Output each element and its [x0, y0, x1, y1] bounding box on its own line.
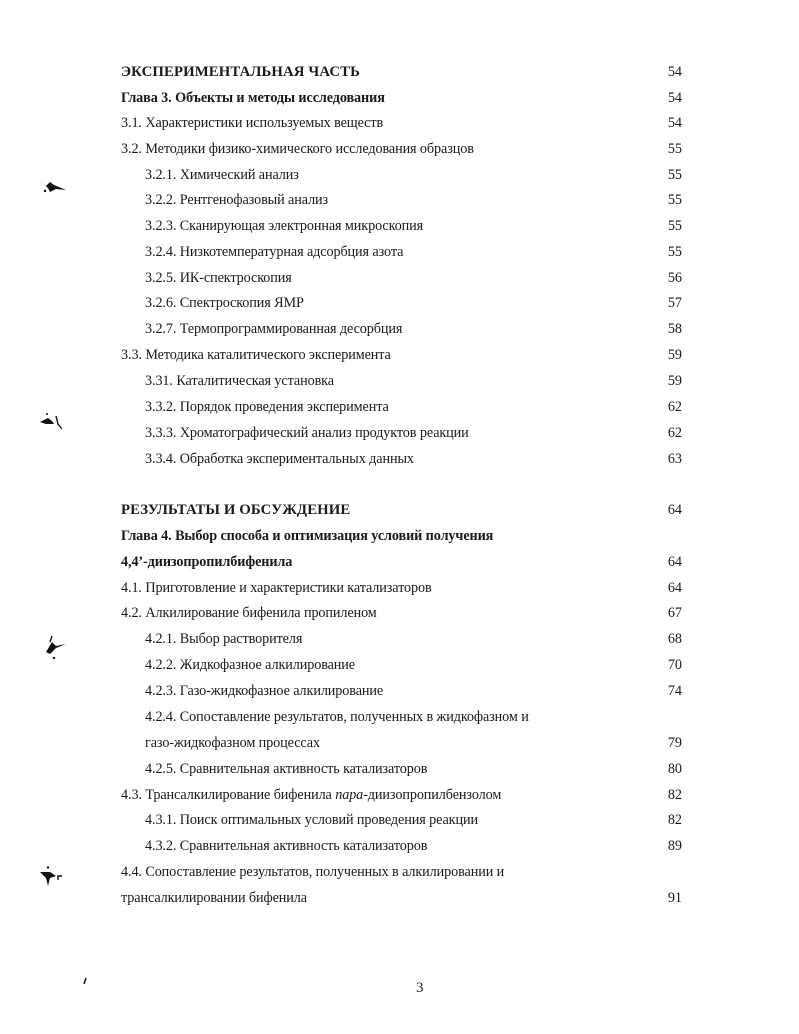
toc-entry-title: 4.4. Сопоставление результатов, полученных в алкилировании и — [121, 864, 505, 880]
toc-entry-title: 3.1. Характеристики используемых веществ — [121, 115, 384, 131]
toc-entry — [0, 680, 799, 702]
toc-entry — [0, 241, 799, 263]
toc-entry — [0, 835, 799, 857]
toc-entry — [0, 164, 799, 186]
toc-entry-page: 64 — [667, 554, 682, 570]
title-italic-text: пара — [335, 787, 364, 803]
toc-entry-title: 4.3.1. Поиск оптимальных условий проведения реакции — [145, 812, 478, 828]
toc-entry-title: 3.2.5. ИК-спектроскопия — [145, 270, 292, 286]
toc-entry-page: 67 — [667, 605, 682, 621]
toc-entry — [0, 499, 799, 521]
toc-entry — [0, 706, 799, 728]
toc-entry — [0, 758, 799, 780]
toc-entry-title: газо-жидкофазном процессах — [145, 735, 320, 751]
toc-entry-title: 4.1. Приготовление и характеристики катализаторов — [121, 580, 432, 596]
title-text: 4.3. Трансалкилирование бифенила — [121, 787, 336, 803]
toc-entry-page: 80 — [667, 761, 682, 777]
toc-entry-title: 4.2.1. Выбор растворителя — [145, 631, 303, 647]
toc-entry-page: 82 — [667, 787, 682, 803]
toc-entry-page: 55 — [667, 192, 682, 208]
toc-entry — [0, 215, 799, 237]
toc-entry — [0, 448, 799, 470]
toc-entry-page: 63 — [667, 451, 682, 467]
toc-entry-page: 54 — [667, 90, 682, 106]
toc-entry-title: РЕЗУЛЬТАТЫ И ОБСУЖДЕНИЕ — [121, 502, 351, 518]
toc-entry-page: 82 — [667, 812, 682, 828]
toc-entry-title: 3.2.4. Низкотемпературная адсорбция азота — [145, 244, 404, 260]
toc-entry — [0, 525, 799, 547]
toc-entry-title: 3.3. Методика каталитического эксперимента — [121, 347, 391, 363]
toc-entry-title: 3.2.3. Сканирующая электронная микроскопия — [145, 218, 424, 234]
toc-entry — [0, 138, 799, 160]
toc-entry — [0, 422, 799, 444]
toc-entry-title: 4.2.3. Газо-жидкофазное алкилирование — [145, 683, 384, 699]
toc-entry-page: 74 — [667, 683, 682, 699]
toc-entry-page: 59 — [667, 373, 682, 389]
toc-entry-page: 64 — [667, 580, 682, 596]
toc-entry-page: 57 — [667, 295, 682, 311]
toc-entry-page: 62 — [667, 399, 682, 415]
toc-entry-page: 55 — [667, 167, 682, 183]
page-number: 3 — [416, 980, 424, 996]
toc-entry-page: 55 — [667, 141, 682, 157]
toc-entry-title: 3.2.6. Спектроскопия ЯМР — [145, 295, 304, 311]
toc-entry-page: 58 — [667, 321, 682, 337]
toc-entry-page: 68 — [667, 631, 682, 647]
toc-entry — [0, 732, 799, 754]
toc-entry — [0, 861, 799, 883]
toc-entry-page: 54 — [667, 64, 682, 80]
toc-entry-title: 3.2.2. Рентгенофазовый анализ — [145, 192, 329, 208]
toc-entry-page: 59 — [667, 347, 682, 363]
toc-entry-page: 62 — [667, 425, 682, 441]
toc-entry-title: 4.2.2. Жидкофазное алкилирование — [145, 657, 355, 673]
toc-entry — [0, 602, 799, 624]
toc-entry-title: 4.2.5. Сравнительная активность катализаторов — [145, 761, 428, 777]
toc-entry-title: 3.2.1. Химический анализ — [145, 167, 299, 183]
ink-blot-icon — [38, 412, 68, 436]
toc-entry-title: 3.3.4. Обработка экспериментальных данных — [145, 451, 414, 467]
toc-entry — [0, 267, 799, 289]
toc-entry-title: 4.2.4. Сопоставление результатов, полученных в жидкофазном и — [145, 709, 529, 725]
toc-entry-title: 4.3.2. Сравнительная активность катализаторов — [145, 838, 428, 854]
toc-entry — [0, 292, 799, 314]
toc-entry — [0, 112, 799, 134]
toc-entry-page: 64 — [667, 502, 682, 518]
toc-entry-page: 79 — [667, 735, 682, 751]
ink-blot-icon — [38, 866, 68, 892]
toc-entry — [0, 809, 799, 831]
toc-entry — [0, 628, 799, 650]
toc-entry-title: 3.3.2. Порядок проведения эксперимента — [145, 399, 389, 415]
toc-entry-page: 89 — [667, 838, 682, 854]
toc-entry-title: Глава 3. Объекты и методы исследования — [121, 90, 385, 106]
toc-entry — [0, 396, 799, 418]
toc-entry-page: 56 — [667, 270, 682, 286]
toc-entry-title: 3.3.3. Хроматографический анализ продуктов реакции — [145, 425, 469, 441]
toc-entry-title: 3.2. Методики физико-химического исследования образцов — [121, 141, 474, 157]
toc-entry-title: трансалкилировании бифенила — [121, 890, 307, 906]
toc-entry — [0, 784, 799, 806]
toc-entry-page: 55 — [667, 218, 682, 234]
ink-blot-icon — [42, 634, 72, 660]
toc-entry-title — [121, 784, 501, 806]
toc-entry-page: 55 — [667, 244, 682, 260]
toc-entry-title: 3.2.7. Термопрограммированная десорбция — [145, 321, 403, 337]
toc-entry-title: ЭКСПЕРИМЕНТАЛЬНАЯ ЧАСТЬ — [121, 64, 361, 80]
ink-blot-icon — [36, 176, 72, 200]
toc-entry — [0, 189, 799, 211]
toc-entry — [0, 87, 799, 109]
toc-entry — [0, 577, 799, 599]
toc-entry — [0, 654, 799, 676]
ink-speck-icon — [82, 977, 88, 985]
toc-entry — [0, 887, 799, 909]
toc-entry-title: 4.2. Алкилирование бифенила пропиленом — [121, 605, 377, 621]
toc-entry — [0, 370, 799, 392]
toc-entry-page: 91 — [667, 890, 682, 906]
toc-entry-page: 54 — [667, 115, 682, 131]
toc-entry — [0, 318, 799, 340]
toc-entry-title: 3.31. Каталитическая установка — [145, 373, 334, 389]
toc-entry-page: 70 — [667, 657, 682, 673]
toc-entry — [0, 344, 799, 366]
toc-entry-title: 4,4’-диизопропилбифенила — [121, 554, 293, 570]
toc-entry — [0, 551, 799, 573]
title-text: -диизопропилбензолом — [363, 787, 502, 803]
toc-entry-title: Глава 4. Выбор способа и оптимизация условий получения — [121, 528, 494, 544]
toc-entry — [0, 61, 799, 83]
